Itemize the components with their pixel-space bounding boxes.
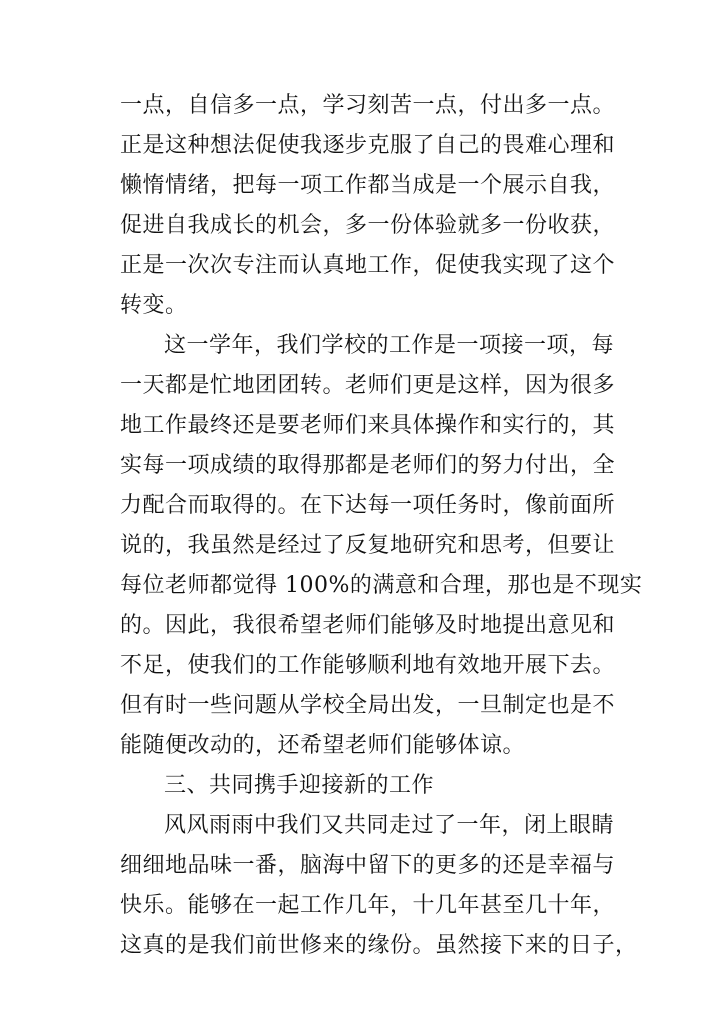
- text-line: 促进自我成长的机会，多一份体验就多一份收获，: [120, 213, 616, 238]
- text-line: 实每一项成绩的取得那都是老师们的努力付出，全: [120, 453, 616, 478]
- text-line: 转变。: [120, 293, 188, 318]
- section-heading: 三、共同携手迎接新的工作: [164, 773, 435, 798]
- document-body: [120, 86, 643, 966]
- text-line: 细细地品味一番，脑海中留下的更多的还是幸福与: [120, 853, 616, 878]
- text-line: 正是一次次专注而认真地工作，促使我实现了这个: [120, 253, 616, 278]
- text-line: 但有时一些问题从学校全局出发，一旦制定也是不: [120, 693, 616, 718]
- text-line: 的。因此，我很希望老师们能够及时地提出意见和: [120, 613, 616, 638]
- text-line: 正是这种想法促使我逐步克服了自己的畏难心理和: [120, 133, 616, 158]
- text-line: 风风雨雨中我们又共同走过了一年，闭上眼睛: [164, 813, 615, 838]
- text-line: 每位老师都觉得 100%的满意和合理，那也是不现实: [120, 573, 643, 598]
- text-line: 一天都是忙地团团转。老师们更是这样，因为很多: [120, 373, 616, 398]
- text-line: 懒惰情绪，把每一项工作都当成是一个展示自我，: [120, 173, 616, 198]
- text-line: 快乐。能够在一起工作几年，十几年甚至几十年，: [120, 893, 616, 918]
- text-line: 说的，我虽然是经过了反复地研究和思考，但要让: [120, 533, 616, 558]
- text-line: 力配合而取得的。在下达每一项任务时，像前面所: [120, 493, 616, 518]
- text-line: 不足，使我们的工作能够顺利地有效地开展下去。: [120, 653, 616, 678]
- text-line: 能随便改动的，还希望老师们能够体谅。: [120, 733, 526, 758]
- text-line: 地工作最终还是要老师们来具体操作和实行的，其: [120, 413, 616, 438]
- paragraph: [120, 806, 638, 966]
- text-line: 一点，自信多一点，学习刻苦一点，付出多一点。: [120, 93, 616, 118]
- text-line: 这一学年，我们学校的工作是一项接一项，每: [164, 333, 615, 358]
- paragraph: [120, 326, 643, 766]
- text-line: 这真的是我们前世修来的缘份。虽然接下来的日子，: [120, 933, 638, 958]
- paragraph: [120, 86, 616, 326]
